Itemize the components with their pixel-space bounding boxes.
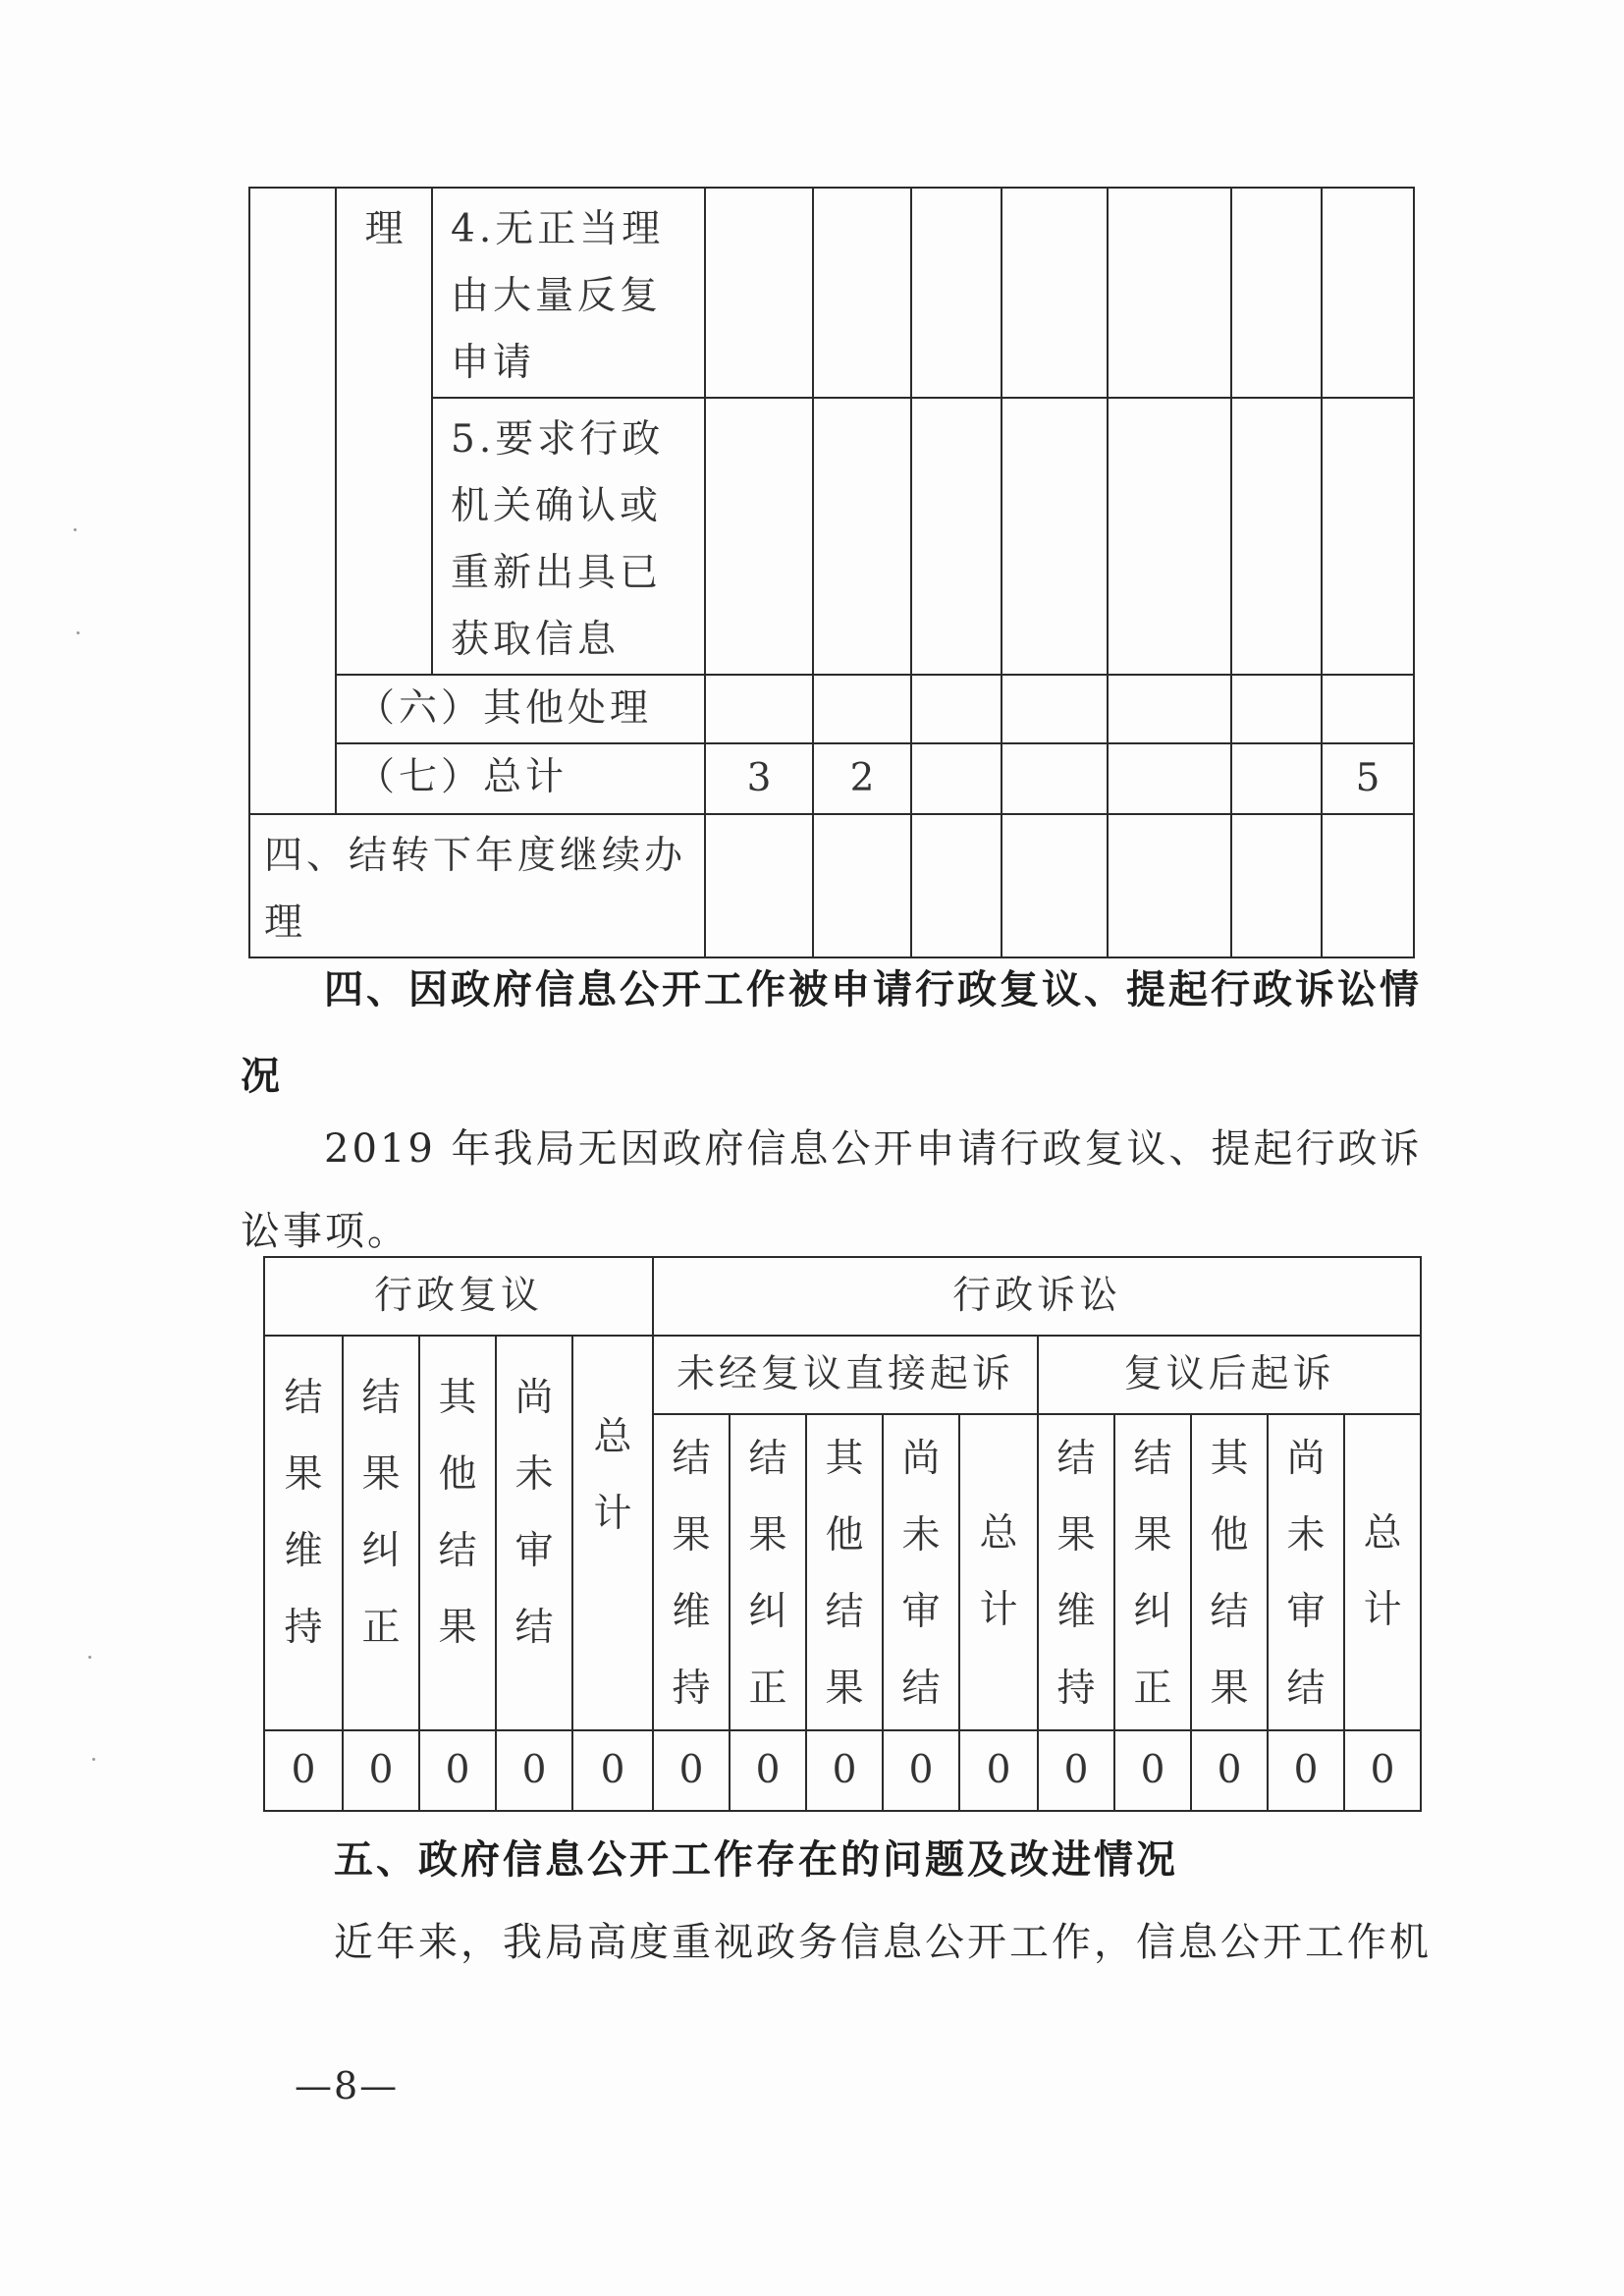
scan-speck <box>92 1758 95 1761</box>
header-direct-lawsuit: 未经复议直接起诉 <box>653 1336 1038 1414</box>
table-row <box>249 675 1414 743</box>
table-cell <box>1231 675 1322 743</box>
header-administrative-review: 行政复议 <box>264 1257 653 1336</box>
review-col-corrected: 结 果 纠 正 <box>343 1336 419 1730</box>
direct-col-other: 其 他 结 果 <box>806 1414 883 1730</box>
after-col-total: 总 计 <box>1344 1414 1421 1730</box>
table-cell <box>705 188 813 398</box>
table-cell <box>1322 188 1414 398</box>
table-cell <box>1108 188 1231 398</box>
direct-col-pending: 尚 未 审 结 <box>883 1414 959 1730</box>
table-cell <box>1108 398 1231 675</box>
review-col-other: 其 他 结 果 <box>419 1336 496 1730</box>
table-cell <box>813 675 911 743</box>
table-cell <box>911 675 1001 743</box>
section5-heading: 五、政府信息公开工作存在的问题及改进情况 <box>334 1837 1178 1883</box>
table-cell <box>813 188 911 398</box>
table-cell: 0 <box>730 1730 806 1811</box>
table-cell <box>1231 814 1322 957</box>
header-lawsuit-after-review: 复议后起诉 <box>1038 1336 1421 1414</box>
table-row <box>249 188 1414 398</box>
section4-heading-line1: 四、因政府信息公开工作被申请行政复议、提起行政诉讼情 <box>324 967 1422 1012</box>
table-cell: 0 <box>419 1730 496 1811</box>
table-cell: 0 <box>959 1730 1038 1811</box>
row-label-5: 5.要求行政 机关确认或 重新出具已 获取信息 <box>432 398 705 675</box>
section-label-cell: 理 <box>336 188 432 675</box>
after-col-other: 其 他 结 果 <box>1191 1414 1268 1730</box>
scan-speck <box>88 1656 91 1659</box>
section4-paragraph-line1: 2019 年我局无因政府信息公开申请行政复议、提起行政诉 <box>324 1126 1423 1172</box>
section5-paragraph-line1: 近年来，我局高度重视政务信息公开工作，信息公开工作机 <box>334 1920 1432 1965</box>
table-cell <box>1231 188 1322 398</box>
table-cell: 0 <box>1038 1730 1114 1811</box>
table-cell <box>911 188 1001 398</box>
table-cell <box>911 743 1001 814</box>
outer-category-cell <box>249 188 336 814</box>
table-cell: 0 <box>1191 1730 1268 1811</box>
review-col-upheld: 结 果 维 持 <box>264 1336 343 1730</box>
table-cell: 0 <box>496 1730 572 1811</box>
row-label-total: （七）总计 <box>336 743 705 814</box>
after-col-upheld: 结 果 维 持 <box>1038 1414 1114 1730</box>
table-cell <box>911 398 1001 675</box>
direct-col-corrected: 结 果 纠 正 <box>730 1414 806 1730</box>
table-cell <box>1108 814 1231 957</box>
table-cell <box>705 675 813 743</box>
page-number: —8— <box>295 2064 400 2107</box>
after-col-corrected: 结 果 纠 正 <box>1114 1414 1191 1730</box>
review-litigation-table <box>263 1256 1422 1812</box>
table-cell <box>1001 398 1108 675</box>
review-col-total: 总 计 <box>572 1336 653 1730</box>
table-cell <box>1231 743 1322 814</box>
table-cell <box>1108 675 1231 743</box>
table-cell <box>705 814 813 957</box>
table-cell: 0 <box>264 1730 343 1811</box>
scan-speck <box>77 631 80 634</box>
table-cell <box>911 814 1001 957</box>
table-row <box>264 1336 1421 1414</box>
table-cell: 5 <box>1322 743 1414 814</box>
section4-heading-line2: 况 <box>241 1054 283 1099</box>
table-cell: 0 <box>883 1730 959 1811</box>
table-row <box>264 1730 1421 1811</box>
table-cell: 0 <box>653 1730 730 1811</box>
table-cell <box>1001 814 1108 957</box>
row-label-other: （六）其他处理 <box>336 675 705 743</box>
table-cell: 0 <box>1114 1730 1191 1811</box>
direct-col-upheld: 结 果 维 持 <box>653 1414 730 1730</box>
review-col-pending: 尚 未 审 结 <box>496 1336 572 1730</box>
table-cell <box>1108 743 1231 814</box>
application-handling-table <box>248 187 1415 958</box>
table-cell <box>1001 675 1108 743</box>
table-cell: 0 <box>1344 1730 1421 1811</box>
scan-speck <box>74 528 77 531</box>
table-row <box>264 1257 1421 1336</box>
row-label-4: 4.无正当理 由大量反复 申请 <box>432 188 705 398</box>
table-cell <box>1322 398 1414 675</box>
table-cell <box>813 814 911 957</box>
header-administrative-litigation: 行政诉讼 <box>653 1257 1421 1336</box>
table-cell: 3 <box>705 743 813 814</box>
table-cell <box>1001 743 1108 814</box>
table-cell <box>813 398 911 675</box>
direct-col-total: 总 计 <box>959 1414 1038 1730</box>
table-cell: 0 <box>343 1730 419 1811</box>
table-cell <box>1231 398 1322 675</box>
row-label-carryover: 四、结转下年度继续办 理 <box>249 814 705 957</box>
table-row <box>249 743 1414 814</box>
after-col-pending: 尚 未 审 结 <box>1268 1414 1344 1730</box>
table-cell: 0 <box>806 1730 883 1811</box>
table-cell <box>1001 188 1108 398</box>
section4-paragraph-line2: 讼事项。 <box>241 1209 409 1254</box>
table-cell: 0 <box>1268 1730 1344 1811</box>
table-row <box>249 814 1414 957</box>
table-cell: 2 <box>813 743 911 814</box>
table-cell <box>705 398 813 675</box>
table-cell <box>1322 814 1414 957</box>
table-cell <box>1322 675 1414 743</box>
table-cell: 0 <box>572 1730 653 1811</box>
